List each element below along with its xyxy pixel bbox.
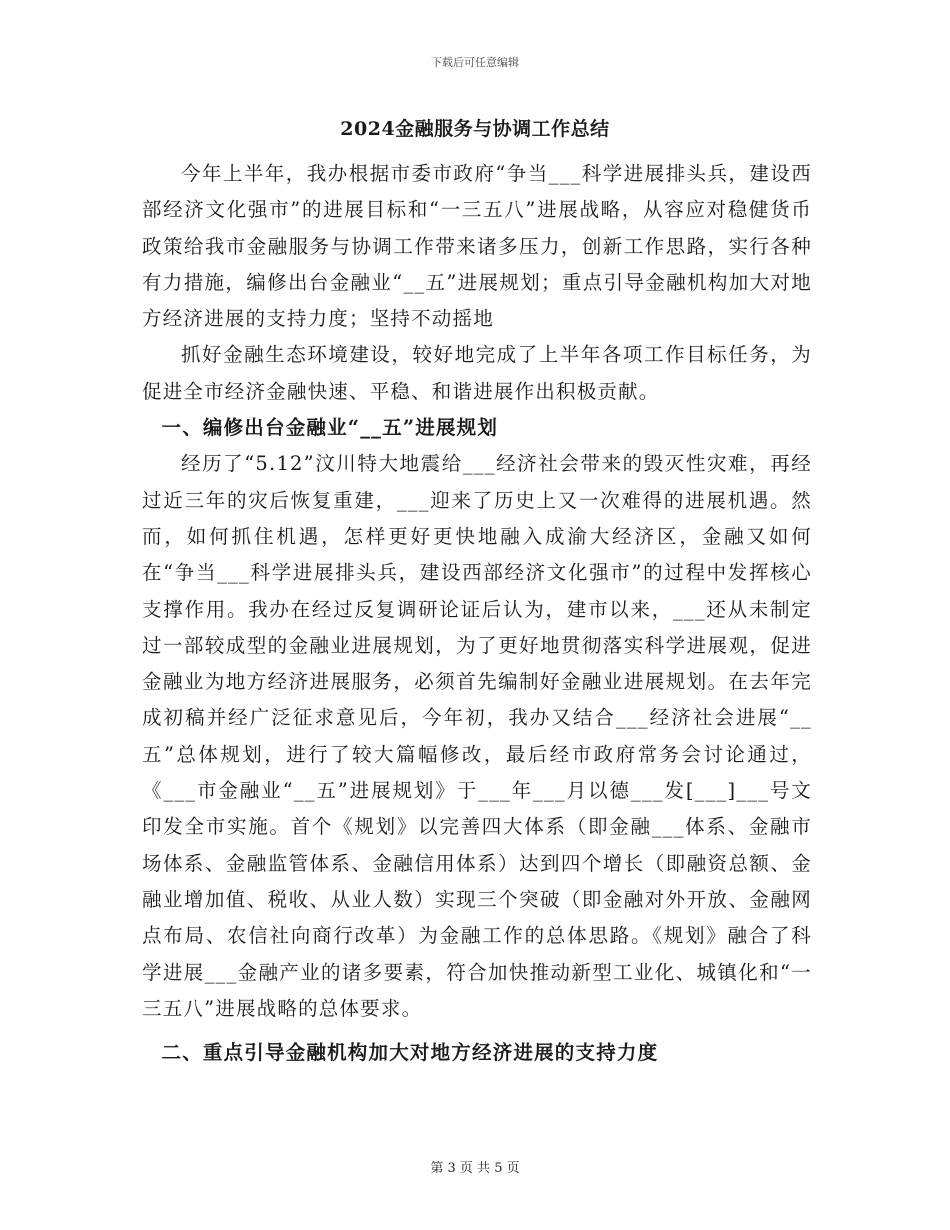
header-note: 下载后可任意编辑 <box>431 56 519 69</box>
intro-paragraph-continued: 抓好金融生态环境建设，较好地完成了上半年各项工作目标任务，为促进全市经济金融快速、平稳、和谐进展作出积极贡献。 <box>142 343 812 403</box>
intro-paragraph: 今年上半年，我办根据市委市政府“争当___科学进展排头兵，建设西部经济文化强市”的进展目标和“一三五八”进展战略，从容应对稳健货币政策给我市金融服务与协调工作带来诸多压力，创新工作思路，实行各种有力措施，编修出台金融业“__五”进展规划；重点引导金融机构加大对地方经济进展的支持力度；坚持不动摇地 <box>142 162 812 331</box>
document-body <box>142 156 812 1071</box>
section-heading-1: 一、编修出台金融业“__五”进展规划 <box>161 416 499 440</box>
document-title: 2024金融服务与协调工作总结 <box>340 118 610 140</box>
page-indicator: 第 3 页 共 5 页 <box>430 1161 520 1176</box>
section-1-paragraph: 经历了“5.12”汶川特大地震给___经济社会带来的毁灭性灾难，再经过近三年的灾后恢复重建，___迎来了历史上又一次难得的进展机遇。然而，如何抓住机遇，怎样更好更快地融入成渝大经济区，金融又如何在“争当___科学进展排头兵，建设西部经济文化强市”的过程中发挥核心支撑作用。我办在经过反复调研论证后认为，建市以来，___还从未制定过一部较成型的金融业进展规划，为了更好地贯彻落实科学进展观，促进金融业为地方经济进展服务，必须首先编制好金融业进展规划。在去年完成初稿并经广泛征求意见后，今年初，我办又结合___经济社会进展“__五”总体规划，进行了较大篇幅修改，最后经市政府常务会讨论通过，《___市金融业“__五”进展规划》于___年___月以德___发[___]___号文印发全市实施。首个《规划》以完善四大体系（即金融___体系、金融市场体系、金融监管体系、金融信用体系）达到四个增长（即融资总额、金融业增加值、税收、从业人数）实现三个突破（即金融对外开放、金融网点布局、农信社向商行改革）为金融工作的总体思路。《规划》融合了科学进展___金融产业的诸多要素，符合加快推动新型工业化、城镇化和“一三五八”进展战略的总体要求。 <box>142 452 812 1020</box>
section-heading-2: 二、重点引导金融机构加大对地方经济进展的支持力度 <box>161 1041 659 1065</box>
